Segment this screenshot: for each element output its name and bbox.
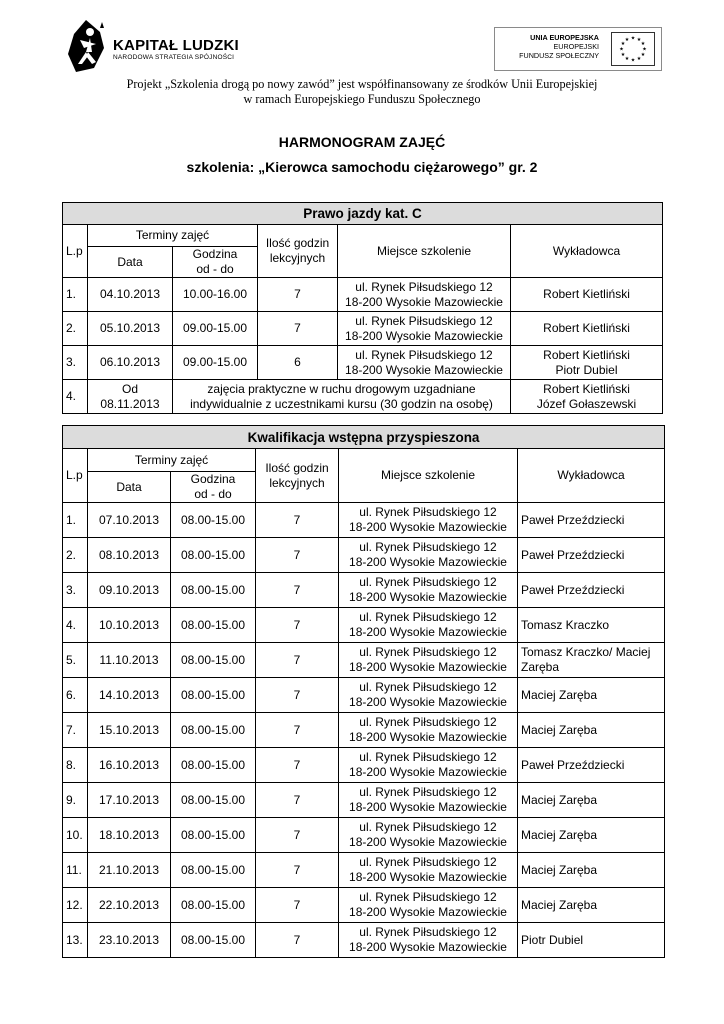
col-header-ilosc — [258, 225, 338, 278]
cell-hours: 7 — [256, 748, 339, 783]
svg-text:★: ★ — [620, 41, 626, 47]
table-title-row — [63, 203, 663, 225]
cell-date — [88, 380, 173, 414]
table-header-row — [63, 449, 665, 472]
cell-lecturer-line1: Robert Kietliński — [543, 321, 630, 335]
cell-lecturer — [518, 538, 665, 573]
table-title-row — [63, 426, 665, 449]
cell-place — [338, 346, 511, 380]
cell-date: 07.10.2013 — [88, 503, 171, 538]
cell-lecturer-line1: Robert Kietliński — [543, 347, 630, 362]
cell-lp: 9. — [63, 783, 88, 818]
cell-lp: 7. — [63, 713, 88, 748]
cell-place-line1: ul. Rynek Piłsudskiego 12 — [359, 925, 497, 939]
cell-place-line1: ul. Rynek Piłsudskiego 12 — [359, 540, 497, 554]
table-row — [63, 888, 665, 923]
table-body — [63, 503, 665, 958]
cell-lecturer-line2: Józef Gołaszewski — [536, 396, 637, 411]
cell-place-line2: 18-200 Wysokie Mazowieckie — [349, 800, 507, 814]
col-header-terminy: Terminy zajęć — [88, 225, 258, 247]
cell-date: 22.10.2013 — [88, 888, 171, 923]
cell-lecturer — [518, 853, 665, 888]
cell-time: 09.00-15.00 — [173, 346, 258, 380]
cell-hours: 7 — [256, 678, 339, 713]
col-header-godzina-line1: Godzina — [190, 472, 236, 486]
cell-place-line1: ul. Rynek Piłsudskiego 12 — [359, 610, 497, 624]
col-header-godzina — [171, 472, 256, 503]
cell-hours: 7 — [258, 278, 338, 312]
cell-place-line2: 18-200 Wysokie Mazowieckie — [349, 660, 507, 674]
cell-time: 08.00-15.00 — [171, 608, 256, 643]
cell-lecturer-line1: Maciej Zaręba — [521, 862, 598, 877]
cell-time: 08.00-15.00 — [171, 678, 256, 713]
cell-lecturer — [518, 503, 665, 538]
col-header-data: Data — [88, 247, 173, 278]
cell-place — [339, 923, 518, 958]
cell-place — [339, 818, 518, 853]
cell-place-line2: 18-200 Wysokie Mazowieckie — [349, 765, 507, 779]
svg-text:★: ★ — [642, 46, 647, 53]
cell-date: 16.10.2013 — [88, 748, 171, 783]
cell-lecturer — [511, 380, 663, 414]
col-header-lp: L.p — [63, 449, 88, 503]
document-subtitle: szkolenia: „Kierowca samochodu ciężarowego” gr. 2 — [186, 159, 538, 175]
svg-text:★: ★ — [630, 35, 636, 42]
project-info — [0, 77, 724, 107]
eu-flag-icon — [611, 32, 655, 66]
table-row — [63, 538, 665, 573]
cell-place-line2: 18-200 Wysokie Mazowieckie — [349, 940, 507, 954]
cell-lecturer-line1: Paweł Przeździecki — [521, 582, 625, 597]
cell-place — [339, 853, 518, 888]
cell-lecturer-line2: Piotr Dubiel — [555, 362, 618, 377]
cell-lecturer-line1: Robert Kietliński — [543, 381, 630, 396]
logo-left-subtitle: NARODOWA STRATEGIA SPÓJNOŚCI — [113, 54, 235, 61]
col-header-ilosc-line1: Ilość godzin — [265, 236, 330, 250]
cell-place-line1: ul. Rynek Piłsudskiego 12 — [359, 820, 497, 834]
eu-logo — [494, 27, 662, 71]
cell-date: 15.10.2013 — [88, 713, 171, 748]
col-header-ilosc-line2: lekcyjnych — [269, 251, 326, 265]
cell-place-line2: 18-200 Wysokie Mazowieckie — [349, 590, 507, 604]
cell-lp: 4. — [63, 608, 88, 643]
cell-time: 08.00-15.00 — [171, 503, 256, 538]
cell-place — [339, 643, 518, 678]
cell-time: 09.00-15.00 — [173, 312, 258, 346]
table-row — [63, 608, 665, 643]
cell-lecturer — [518, 643, 665, 678]
col-header-lp: L.p — [63, 225, 88, 278]
svg-text:★: ★ — [624, 37, 630, 43]
cell-lp: 2. — [63, 538, 88, 573]
cell-practical-note-line2: indywidualnie z uczestnikami kursu (30 godzin na osobę) — [190, 396, 493, 411]
cell-hours: 7 — [256, 608, 339, 643]
table-row — [63, 818, 665, 853]
cell-date-line2: 08.11.2013 — [100, 396, 160, 411]
col-header-wykladowca: Wykładowca — [518, 449, 665, 503]
table-row — [63, 713, 665, 748]
project-line-2: w ramach Europejskiego Funduszu Społecznego — [243, 92, 481, 106]
cell-place — [338, 278, 511, 312]
cell-lecturer-line1: Maciej Zaręba — [521, 687, 598, 702]
cell-hours: 7 — [256, 503, 339, 538]
cell-lecturer-line1: Paweł Przeździecki — [521, 547, 625, 562]
svg-text:★: ★ — [636, 37, 642, 43]
svg-text:★: ★ — [619, 46, 624, 53]
cell-place-line1: ul. Rynek Piłsudskiego 12 — [355, 313, 493, 328]
cell-lp: 12. — [63, 888, 88, 923]
cell-place-line1: ul. Rynek Piłsudskiego 12 — [359, 505, 497, 519]
cell-lp: 2. — [63, 312, 88, 346]
cell-lecturer — [518, 608, 665, 643]
cell-lecturer-line1: Maciej Zaręba — [521, 792, 598, 807]
cell-place — [339, 503, 518, 538]
col-header-miejsce: Miejsce szkolenie — [339, 449, 518, 503]
cell-lp: 5. — [63, 643, 88, 678]
table-row — [63, 346, 663, 380]
cell-place — [339, 748, 518, 783]
table-row — [63, 853, 665, 888]
cell-lp: 13. — [63, 923, 88, 958]
cell-time: 08.00-15.00 — [171, 923, 256, 958]
cell-hours: 6 — [258, 346, 338, 380]
cell-lecturer-line1: Maciej Zaręba — [521, 722, 598, 737]
cell-lecturer-line2: Zaręba — [521, 660, 560, 674]
cell-hours: 7 — [258, 312, 338, 346]
cell-practical-note — [173, 380, 511, 414]
cell-date: 04.10.2013 — [88, 278, 173, 312]
cell-time: 08.00-15.00 — [171, 538, 256, 573]
cell-date: 17.10.2013 — [88, 783, 171, 818]
document-title: HARMONOGRAM ZAJĘĆ — [278, 134, 446, 150]
cell-lecturer — [518, 783, 665, 818]
cell-place-line2: 18-200 Wysokie Mazowieckie — [349, 730, 507, 744]
cell-time: 08.00-15.00 — [171, 573, 256, 608]
col-header-godzina-line1: Godzina — [192, 247, 238, 261]
col-header-godzina-line2: od - do — [196, 262, 234, 276]
cell-time: 08.00-15.00 — [171, 783, 256, 818]
cell-place — [339, 888, 518, 923]
cell-lecturer-line1: Paweł Przeździecki — [521, 757, 625, 772]
cell-date: 09.10.2013 — [88, 573, 171, 608]
cell-lp: 10. — [63, 818, 88, 853]
col-header-ilosc-line1: Ilość godzin — [265, 460, 329, 475]
cell-hours: 7 — [256, 818, 339, 853]
cell-place-line1: ul. Rynek Piłsudskiego 12 — [359, 680, 497, 694]
table-row — [63, 643, 665, 678]
table-title: Kwalifikacja wstępna przyspieszona — [63, 426, 665, 449]
table-row — [63, 503, 665, 538]
table-row — [63, 783, 665, 818]
table-body — [63, 278, 663, 380]
cell-hours: 7 — [256, 853, 339, 888]
eu-logo-line1: UNIA EUROPEJSKA — [530, 33, 599, 42]
cell-place-line2: 18-200 Wysokie Mazowieckie — [349, 835, 507, 849]
cell-lecturer-line1: Maciej Zaręba — [521, 827, 598, 842]
cell-hours: 7 — [256, 643, 339, 678]
svg-text:★: ★ — [640, 52, 646, 58]
cell-lecturer-line1: Robert Kietliński — [543, 287, 630, 301]
svg-text:★: ★ — [630, 57, 636, 64]
col-header-ilosc — [256, 449, 339, 503]
cell-lp: 11. — [63, 853, 88, 888]
cell-lecturer — [518, 678, 665, 713]
cell-lecturer — [518, 573, 665, 608]
col-header-godzina — [173, 247, 258, 278]
schedule-table-category-c — [62, 202, 663, 414]
page-header — [0, 0, 724, 106]
cell-date: 21.10.2013 — [88, 853, 171, 888]
project-line-1: Projekt „Szkolenia drogą po nowy zawód” jest współfinansowany ze środków Unii Europejskiej — [126, 77, 598, 91]
cell-lp: 3. — [63, 573, 88, 608]
cell-lp: 6. — [63, 678, 88, 713]
cell-place-line2: 18-200 Wysokie Mazowieckie — [349, 555, 507, 569]
cell-hours: 7 — [256, 573, 339, 608]
cell-lecturer — [518, 748, 665, 783]
cell-lecturer-line1: Piotr Dubiel — [521, 932, 584, 947]
cell-place — [339, 783, 518, 818]
table-row — [63, 678, 665, 713]
schedule-table-qualification — [62, 425, 665, 958]
cell-hours: 7 — [256, 783, 339, 818]
cell-place-line1: ul. Rynek Piłsudskiego 12 — [359, 715, 497, 729]
cell-time: 08.00-15.00 — [171, 853, 256, 888]
cell-date: 05.10.2013 — [88, 312, 173, 346]
cell-place-line2: 18-200 Wysokie Mazowieckie — [349, 905, 507, 919]
cell-place-line2: 18-200 Wysokie Mazowieckie — [345, 294, 503, 309]
cell-lecturer — [511, 346, 663, 380]
kapital-ludzki-logo-text — [113, 38, 239, 62]
cell-date: 11.10.2013 — [88, 643, 171, 678]
cell-place — [339, 573, 518, 608]
cell-hours: 7 — [256, 538, 339, 573]
cell-date: 10.10.2013 — [88, 608, 171, 643]
cell-date-line1: Od — [121, 381, 138, 396]
table-row — [63, 923, 665, 958]
cell-place-line1: ul. Rynek Piłsudskiego 12 — [359, 890, 497, 904]
cell-lecturer — [511, 312, 663, 346]
table-row — [63, 278, 663, 312]
cell-place — [339, 678, 518, 713]
logo-left-title: KAPITAŁ LUDZKI — [113, 37, 239, 54]
cell-place-line1: ul. Rynek Piłsudskiego 12 — [355, 279, 493, 294]
cell-date: 14.10.2013 — [88, 678, 171, 713]
col-header-data: Data — [88, 472, 171, 503]
col-header-miejsce: Miejsce szkolenie — [338, 225, 511, 278]
eu-logo-text — [519, 33, 599, 61]
cell-hours: 7 — [256, 713, 339, 748]
cell-lecturer-line1: Tomasz Kraczko — [521, 617, 610, 632]
cell-place-line2: 18-200 Wysokie Mazowieckie — [349, 625, 507, 639]
cell-place-line1: ul. Rynek Piłsudskiego 12 — [355, 347, 493, 362]
svg-text:★: ★ — [640, 41, 646, 47]
cell-place-line2: 18-200 Wysokie Mazowieckie — [345, 362, 503, 377]
cell-time: 08.00-15.00 — [171, 888, 256, 923]
cell-practical-note-line1: zajęcia praktyczne w ruchu drogowym uzgadniane — [207, 381, 476, 396]
col-header-terminy: Terminy zajęć — [88, 449, 256, 472]
kapital-ludzki-logo-icon — [60, 18, 112, 74]
cell-place-line2: 18-200 Wysokie Mazowieckie — [349, 870, 507, 884]
eu-logo-line2: EUROPEJSKI — [553, 42, 599, 52]
cell-time: 10.00-16.00 — [173, 278, 258, 312]
eu-logo-line3: FUNDUSZ SPOŁECZNY — [519, 51, 599, 61]
cell-lecturer-line1: Maciej Zaręba — [521, 897, 598, 912]
cell-lp: 3. — [63, 346, 88, 380]
table-row-practical — [63, 380, 663, 414]
svg-text:★: ★ — [620, 52, 626, 58]
cell-hours: 7 — [256, 923, 339, 958]
cell-date: 23.10.2013 — [88, 923, 171, 958]
cell-time: 08.00-15.00 — [171, 818, 256, 853]
cell-date: 08.10.2013 — [88, 538, 171, 573]
cell-place-line1: ul. Rynek Piłsudskiego 12 — [359, 785, 497, 799]
col-header-wykladowca: Wykładowca — [511, 225, 663, 278]
cell-time: 08.00-15.00 — [171, 643, 256, 678]
cell-lecturer — [511, 278, 663, 312]
cell-place — [339, 608, 518, 643]
table-row — [63, 748, 665, 783]
cell-lp: 8. — [63, 748, 88, 783]
cell-lecturer-line1: Paweł Przeździecki — [521, 512, 625, 527]
cell-lecturer — [518, 713, 665, 748]
cell-lecturer — [518, 923, 665, 958]
cell-place-line2: 18-200 Wysokie Mazowieckie — [345, 328, 503, 343]
table-row — [63, 312, 663, 346]
cell-lp: 4. — [63, 380, 88, 414]
cell-hours: 7 — [256, 888, 339, 923]
cell-place-line1: ul. Rynek Piłsudskiego 12 — [359, 750, 497, 764]
cell-lecturer — [518, 818, 665, 853]
svg-text:★: ★ — [636, 56, 642, 62]
cell-time: 08.00-15.00 — [171, 713, 256, 748]
svg-text:★: ★ — [624, 56, 630, 62]
col-header-ilosc-line2: lekcyjnych — [269, 475, 325, 490]
table-title: Prawo jazdy kat. C — [63, 203, 663, 225]
cell-lp: 1. — [63, 503, 88, 538]
cell-place — [339, 538, 518, 573]
table-header-row — [63, 225, 663, 247]
cell-time: 08.00-15.00 — [171, 748, 256, 783]
cell-place-line1: ul. Rynek Piłsudskiego 12 — [359, 575, 497, 589]
cell-place-line1: ul. Rynek Piłsudskiego 12 — [359, 855, 497, 869]
cell-place-line2: 18-200 Wysokie Mazowieckie — [349, 695, 507, 709]
cell-date: 18.10.2013 — [88, 818, 171, 853]
cell-lecturer — [518, 888, 665, 923]
cell-place-line2: 18-200 Wysokie Mazowieckie — [349, 520, 507, 534]
cell-lecturer-line1: Tomasz Kraczko/ Maciej — [521, 645, 651, 659]
cell-place — [339, 713, 518, 748]
cell-place — [338, 312, 511, 346]
cell-place-line1: ul. Rynek Piłsudskiego 12 — [359, 645, 497, 659]
table-row — [63, 573, 665, 608]
cell-date: 06.10.2013 — [88, 346, 173, 380]
cell-lp: 1. — [63, 278, 88, 312]
col-header-godzina-line2: od - do — [194, 487, 232, 501]
